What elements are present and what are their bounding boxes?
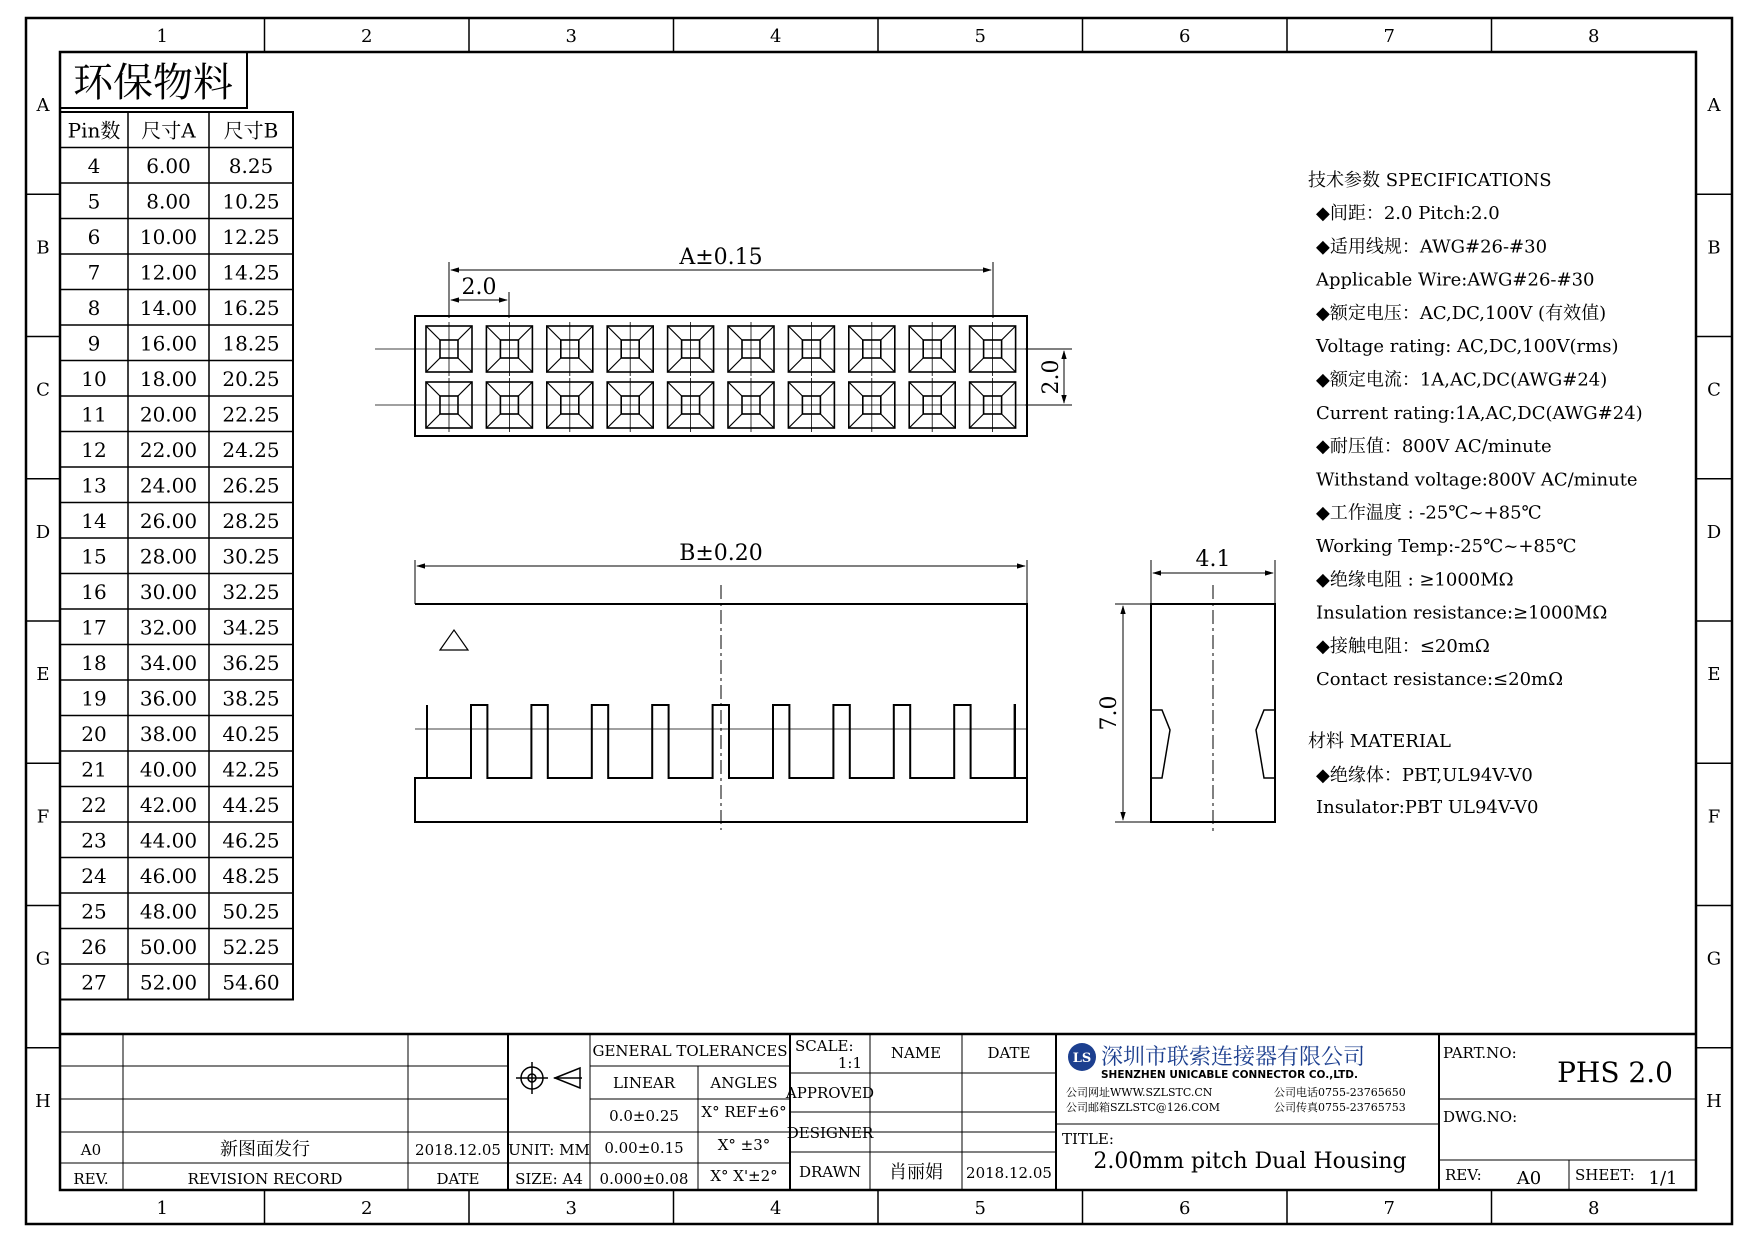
pin-table-cell: 23	[81, 828, 107, 853]
side-latch-left	[1152, 710, 1170, 778]
column-marker-top: 3	[565, 26, 577, 47]
row-marker-left: H	[35, 1090, 51, 1112]
dim-a-label: A±0.15	[679, 245, 763, 270]
row-marker-left: G	[35, 948, 51, 970]
row-marker-left: B	[36, 237, 50, 259]
top-view	[375, 245, 1072, 436]
material-title: 环保物料	[73, 60, 233, 106]
spec-line: Working Temp:-25℃~+85℃	[1316, 536, 1577, 557]
pin-table-cell: 12.00	[139, 260, 198, 285]
pin-table-cell: 38.00	[139, 722, 198, 746]
row-marker-left: D	[35, 521, 51, 543]
linear-tol-2: 0.00±0.15	[604, 1139, 684, 1157]
spec-line: ◆间距：2.0 Pitch:2.0	[1316, 203, 1500, 224]
pin1-triangle-icon	[440, 630, 468, 650]
spec-line: Current rating:1A,AC,DC(AWG#24)	[1316, 402, 1643, 424]
pin-table-cell: 10.00	[139, 225, 198, 249]
pin-table-cell: 9	[87, 331, 101, 356]
pin-table-cell: 32.25	[222, 580, 280, 604]
pin-table-cell: 44.25	[222, 793, 280, 817]
spec-line: Applicable Wire:AWG#26-#30	[1316, 269, 1595, 291]
linear-label: LINEAR	[612, 1074, 676, 1092]
pin-table-cell: 50.00	[139, 935, 198, 959]
pin-table-cell: 52.25	[222, 935, 280, 959]
spec-line: Voltage rating: AC,DC,100V(rms)	[1316, 336, 1619, 358]
column-marker-bottom: 8	[1588, 1198, 1600, 1219]
pin-table-header: 尺寸B	[223, 118, 279, 143]
pin-table-cell: 36.25	[222, 651, 280, 675]
dim-width-label: 4.1	[1195, 547, 1231, 572]
company-fax: 公司传真0755-23765753	[1274, 1101, 1406, 1114]
column-marker-bottom: 4	[770, 1198, 782, 1219]
pin-table-cell: 14.25	[222, 260, 280, 285]
column-marker-bottom: 2	[361, 1198, 373, 1219]
dwg-no-label: DWG.NO:	[1443, 1108, 1518, 1126]
pin-table-cell: 40.25	[222, 722, 280, 746]
approved-label: APPROVED	[785, 1084, 875, 1102]
row-marker-left: A	[36, 95, 50, 117]
spec-line: ◆额定电流：1A,AC,DC(AWG#24)	[1316, 369, 1608, 391]
pin-table-cell: 14.00	[139, 296, 198, 320]
linear-tol-3: 0.000±0.08	[599, 1170, 689, 1188]
pin-table-cell: 16	[81, 580, 107, 604]
linear-tol-1: 0.0±0.25	[609, 1107, 679, 1125]
pin-table-cell: 44.00	[139, 828, 198, 853]
pin-table-cell: 19	[81, 686, 107, 711]
pin-table-cell: 22.00	[139, 438, 198, 462]
pin-table-cell: 34.00	[139, 651, 198, 675]
pin-table-cell: 42.00	[139, 793, 198, 817]
pin-table-cell: 8	[87, 296, 101, 320]
angle-tol-2: X° ±3°	[717, 1136, 771, 1154]
rev-record-entry: 新图面发行	[220, 1139, 310, 1160]
pin-table-cell: 22	[81, 793, 107, 817]
tolerances-heading: GENERAL TOLERANCES	[592, 1042, 788, 1060]
unit-label: UNIT: MM	[508, 1141, 590, 1159]
company-logo-text: LS	[1072, 1051, 1092, 1066]
pin-table-cell: 12	[81, 438, 107, 462]
column-marker-top: 4	[770, 26, 782, 47]
column-marker-top: 7	[1383, 26, 1395, 47]
pin-table-cell: 15	[81, 544, 107, 569]
front-view	[415, 541, 1027, 830]
drawn-date: 2018.12.05	[966, 1164, 1052, 1182]
sheet-label: SHEET:	[1575, 1166, 1635, 1184]
column-marker-top: 2	[361, 26, 373, 47]
spec-line: Contact resistance:≤20mΩ	[1316, 669, 1564, 691]
column-marker-top: 8	[1588, 26, 1600, 47]
column-marker-bottom: 7	[1383, 1198, 1395, 1219]
drawn-label: DRAWN	[798, 1163, 862, 1181]
row-marker-right: F	[1707, 806, 1721, 828]
company-name-en: SHENZHEN UNICABLE CONNECTOR CO.,LTD.	[1101, 1069, 1359, 1081]
row-marker-right: D	[1706, 521, 1722, 543]
side-latch-right	[1256, 710, 1274, 778]
pin-table-cell: 18.25	[222, 331, 280, 356]
pin-table-cell: 16.25	[222, 296, 280, 320]
pin-table-cell: 32.00	[139, 615, 198, 640]
column-marker-bottom: 3	[565, 1198, 577, 1219]
pin-table-cell: 30.25	[222, 544, 280, 569]
column-marker-top: 6	[1179, 26, 1191, 47]
pin-table-cell: 40.00	[139, 757, 198, 782]
company-phone: 公司电话0755-23765650	[1274, 1086, 1406, 1099]
company-name-cn: 深圳市联索连接器有限公司	[1101, 1045, 1366, 1070]
pin-table-cell: 26	[81, 935, 107, 959]
specs-heading: 技术参数 SPECIFICATIONS	[1308, 170, 1552, 191]
pin-table-cell: 46.00	[139, 864, 198, 888]
spec-line: ◆耐压值：800V AC/minute	[1316, 436, 1552, 458]
pin-table-cell: 20.25	[222, 367, 280, 391]
rev-label: REV:	[1445, 1166, 1482, 1184]
row-marker-right: C	[1707, 379, 1721, 401]
dim-row-pitch-label: 2.0	[1039, 359, 1064, 395]
pin-table-cell: 18	[81, 651, 107, 675]
sheet-value: 1/1	[1648, 1168, 1678, 1189]
pin-table-cell: 38.25	[222, 686, 280, 711]
drawing-title: 2.00mm pitch Dual Housing	[1093, 1149, 1407, 1174]
date-header: DATE	[436, 1170, 480, 1188]
pin-table-cell: 11	[81, 402, 107, 427]
pin-table-cell: 34.25	[222, 615, 280, 640]
pin-table-cell: 24	[81, 864, 107, 888]
pin-table-cell: 30.00	[139, 580, 198, 604]
pin-table	[60, 112, 293, 1000]
scale-label: SCALE:	[795, 1037, 854, 1055]
angle-tol-1: X° REF±6°	[701, 1103, 787, 1121]
pin-table-cell: 18.00	[139, 367, 198, 391]
drawn-name: 肖丽娟	[889, 1162, 943, 1183]
material-line: ◆绝缘体：PBT,UL94V-V0	[1316, 765, 1533, 786]
title-label: TITLE:	[1062, 1130, 1114, 1148]
top-view-outline	[415, 316, 1027, 436]
row-marker-right: A	[1707, 95, 1721, 117]
spec-line: ◆工作温度 : -25℃~+85℃	[1316, 502, 1542, 524]
column-marker-bottom: 5	[974, 1198, 986, 1219]
dim-pitch-label: 2.0	[461, 275, 497, 300]
dim-b-label: B±0.20	[679, 541, 763, 566]
material-line: Insulator:PBT UL94V-V0	[1316, 797, 1539, 818]
pin-table-cell: 4	[87, 154, 101, 178]
pin-table-cell: 5	[87, 189, 101, 214]
pin-table-cell: 22.25	[222, 402, 280, 427]
column-marker-top: 1	[156, 26, 168, 47]
rev-value: A0	[1516, 1168, 1542, 1189]
pin-table-cell: 28.00	[139, 544, 198, 569]
specifications	[1308, 170, 1643, 818]
pin-table-cell: 20.00	[139, 402, 198, 427]
part-no-label: PART.NO:	[1443, 1044, 1517, 1062]
row-marker-right: E	[1707, 664, 1721, 686]
pin-table-cell: 17	[81, 615, 107, 640]
pin-table-cell: 52.00	[139, 970, 198, 995]
angle-tol-3: X° X'±2°	[710, 1167, 778, 1185]
pin-table-header: Pin数	[67, 118, 121, 143]
company-logo	[1068, 1043, 1096, 1071]
pin-table-cell: 24.00	[139, 473, 198, 498]
contact-cavities	[426, 322, 1016, 432]
spec-line: ◆绝缘电阻 : ≥1000MΩ	[1316, 569, 1514, 591]
pin-table-cell: 26.00	[139, 509, 198, 533]
title-block	[60, 1034, 1696, 1190]
row-marker-left: F	[36, 806, 50, 828]
pin-table-cell: 12.25	[222, 225, 280, 249]
spec-line: ◆适用线规：AWG#26-#30	[1316, 236, 1548, 258]
row-marker-right: B	[1707, 237, 1721, 259]
pin-table-cell: 42.25	[222, 757, 280, 782]
dim-height-label: 7.0	[1097, 695, 1122, 731]
pin-table-cell: 21	[81, 757, 107, 782]
pin-table-cell: 13	[81, 473, 107, 498]
size-label: SIZE: A4	[515, 1170, 583, 1188]
company-website: 公司网址WWW.SZLSTC.CN	[1066, 1086, 1213, 1099]
projection-symbol-icon	[516, 1062, 582, 1094]
company-email: 公司邮箱SZLSTC@126.COM	[1066, 1101, 1220, 1114]
pin-table-cell: 10.25	[222, 189, 280, 214]
spec-line: Withstand voltage:800V AC/minute	[1316, 469, 1638, 491]
pin-table-cell: 26.25	[222, 473, 280, 498]
pin-table-cell: 20	[81, 722, 107, 746]
row-marker-left: E	[36, 664, 50, 686]
column-marker-bottom: 1	[156, 1198, 168, 1219]
pin-table-cell: 48.00	[139, 899, 198, 924]
side-view	[1097, 547, 1275, 835]
column-marker-top: 5	[974, 26, 986, 47]
pin-table-header: 尺寸A	[141, 118, 196, 143]
pin-table-cell: 54.60	[222, 970, 280, 995]
spec-line: ◆额定电压：AC,DC,100V (有效值)	[1316, 302, 1607, 324]
revision-record-header: REVISION RECORD	[187, 1170, 343, 1188]
pin-table-cell: 24.25	[222, 438, 280, 462]
pin-table-cell: 36.00	[139, 686, 198, 711]
pin-table-cell: 46.25	[222, 828, 280, 853]
pin-table-cell: 25	[81, 899, 107, 924]
pin-table-cell: 16.00	[139, 331, 198, 356]
pin-table-cell: 8.25	[228, 154, 274, 178]
pin-table-cell: 50.25	[222, 899, 280, 924]
angles-label: ANGLES	[710, 1074, 778, 1092]
rev-date-entry: 2018.12.05	[415, 1141, 501, 1159]
pin-table-cell: 48.25	[222, 864, 280, 888]
row-marker-right: H	[1706, 1090, 1722, 1112]
row-marker-right: G	[1706, 948, 1722, 970]
rev-entry: A0	[80, 1141, 102, 1159]
pin-table-cell: 28.25	[222, 509, 280, 533]
row-marker-left: C	[36, 379, 50, 401]
spec-line: ◆接触电阻：≤20mΩ	[1316, 635, 1490, 657]
pin-table-cell: 6	[87, 225, 101, 249]
part-no-value: PHS 2.0	[1557, 1056, 1673, 1089]
pin-table-cell: 27	[81, 970, 107, 995]
rev-header: REV.	[73, 1170, 109, 1188]
column-marker-bottom: 6	[1179, 1198, 1191, 1219]
pin-table-cell: 10	[81, 367, 107, 391]
pin-table-cell: 7	[87, 260, 101, 285]
material-heading: 材料 MATERIAL	[1308, 731, 1451, 752]
pin-table-cell: 14	[81, 509, 107, 533]
name-header: NAME	[890, 1044, 942, 1062]
scale-value: 1:1	[837, 1054, 862, 1072]
spec-line: Insulation resistance:≥1000MΩ	[1316, 602, 1608, 624]
date-column-header: DATE	[987, 1044, 1031, 1062]
designer-label: DESIGNER	[786, 1124, 874, 1142]
pin-table-cell: 8.00	[146, 189, 191, 214]
pin-table-cell: 6.00	[146, 154, 191, 178]
